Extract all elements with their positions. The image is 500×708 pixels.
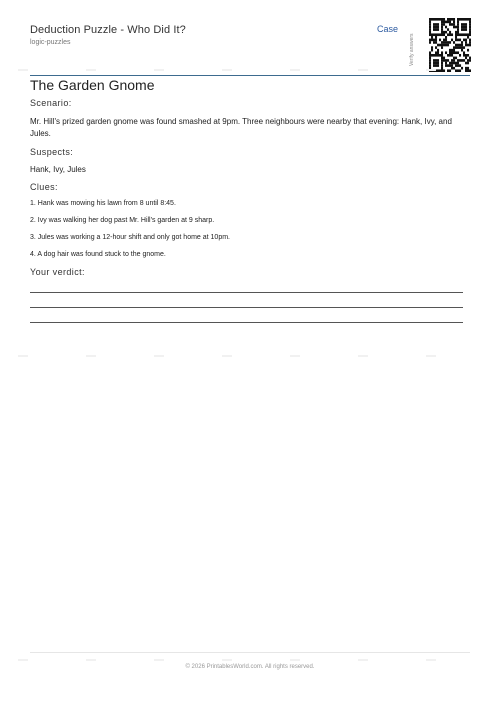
clue-item: 4. A dog hair was found stuck to the gnome. xyxy=(30,251,166,258)
watermark-mark xyxy=(154,69,164,71)
document-title: Deduction Puzzle - Who Did It? xyxy=(30,24,186,36)
watermark-mark xyxy=(290,69,300,71)
watermark-mark xyxy=(358,69,368,71)
watermark-mark xyxy=(290,355,300,357)
watermark-mark xyxy=(222,659,232,661)
verdict-answer-line[interactable] xyxy=(30,292,463,293)
watermark-mark xyxy=(86,355,96,357)
watermark-mark xyxy=(222,69,232,71)
watermark-mark xyxy=(358,659,368,661)
verdict-answer-line[interactable] xyxy=(30,322,463,323)
watermark-mark xyxy=(18,69,28,71)
verify-answers-label: Verify answers xyxy=(409,33,415,66)
scenario-text: Mr. Hill's prized garden gnome was found smashed at 9pm. Three neighbours were nearby that evening: Hank, Ivy, and Jules. xyxy=(30,117,452,138)
watermark-mark xyxy=(154,659,164,661)
watermark-mark xyxy=(358,355,368,357)
watermark-mark xyxy=(18,355,28,357)
watermark-row xyxy=(0,66,500,74)
watermark-mark xyxy=(222,355,232,357)
verdict-answer-line[interactable] xyxy=(30,307,463,308)
watermark-row xyxy=(0,352,500,360)
watermark-mark xyxy=(426,69,436,71)
header-divider xyxy=(30,75,470,76)
verdict-label: Your verdict: xyxy=(30,267,85,277)
watermark-mark xyxy=(290,659,300,661)
watermark-row xyxy=(0,656,500,664)
footer-copyright: © 2026 PrintablesWorld.com. All rights reserved. xyxy=(185,664,315,670)
puzzle-title: The Garden Gnome xyxy=(30,77,155,93)
case-link[interactable]: Case xyxy=(377,24,399,34)
clues-label: Clues: xyxy=(30,182,58,192)
watermark-mark xyxy=(18,659,28,661)
clue-item: 3. Jules was working a 12-hour shift and only got home at 10pm. xyxy=(30,234,230,241)
watermark-mark xyxy=(426,659,436,661)
suspects-label: Suspects: xyxy=(30,147,74,157)
watermark-mark xyxy=(86,69,96,71)
footer-divider xyxy=(30,652,470,653)
suspects-text: Hank, Ivy, Jules xyxy=(30,165,86,174)
clue-item: 1. Hank was mowing his lawn from 8 until 8:45. xyxy=(30,200,176,207)
clue-item: 2. Ivy was walking her dog past Mr. Hill's garden at 9 sharp. xyxy=(30,217,215,224)
watermark-mark xyxy=(86,659,96,661)
qr-code-icon[interactable] xyxy=(429,18,471,72)
watermark-mark xyxy=(154,355,164,357)
scenario-label: Scenario: xyxy=(30,98,72,108)
document-category: logic-puzzles xyxy=(30,39,71,46)
watermark-mark xyxy=(426,355,436,357)
